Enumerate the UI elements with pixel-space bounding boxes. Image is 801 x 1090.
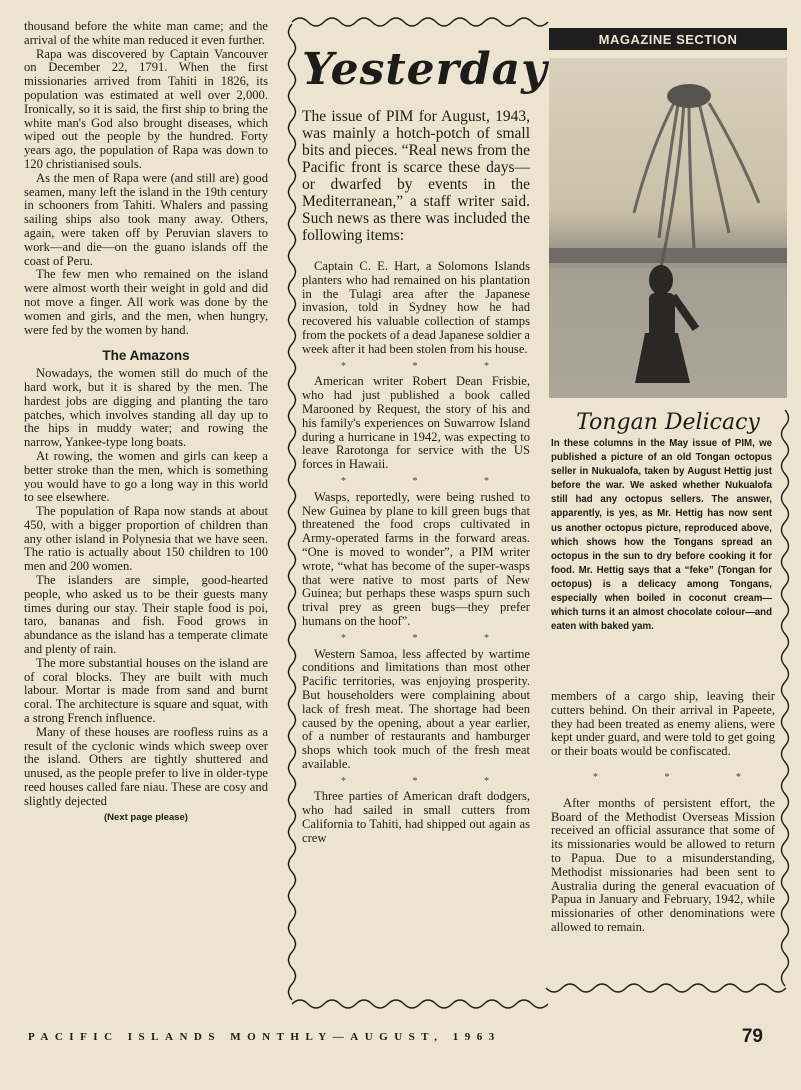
section-subhead: The Amazons (102, 348, 190, 364)
page-number: 79 (741, 1026, 763, 1047)
article-paragraph: As the men of Rapa were (and still are) good seamen, many left the island in the 19th century in schooners from Tahiti. Whalers and passing sailing ships also took many away. Others, again, were taken off by Peruvian slavers to work—and die—on the guano islands off the coast of Peru. (24, 170, 268, 268)
article-paragraph: The more substantial houses on the island are of coral blocks. They are built with much labour. Mortar is made from sand and burnt coral. The architecture is square and squat, with a strong French influence. (24, 655, 268, 726)
yesterday-title: Yesterday (302, 44, 548, 95)
article-paragraph: Many of these houses are roofless ruins as a result of the cyclonic winds which sweep over the island. Others are tightly shuttered and unused, as the people prefer to live in older-type reed houses called fare niau. These are cosy and slightly dejected (24, 724, 268, 808)
article-paragraph: At rowing, the women and girls can keep a better stroke than the men, which is something you would have to go a long way in this world to see elsewhere. (24, 448, 268, 505)
star-separator: * * * (341, 775, 521, 787)
star-separator: * * * (341, 475, 521, 487)
right-article-column (551, 690, 775, 935)
magazine-section-banner: MAGAZINE SECTION (549, 28, 787, 50)
article-paragraph: members of a cargo ship, leaving their cutters behind. On their arrival in Papeete, they had been treated as enemy aliens, were kept under guard, and were told to get going or their boats would be confiscated. (551, 689, 775, 759)
lead-paragraph: The issue of PIM for August, 1943, was mainly a hotch-potch of small bits and pieces. “Real news from the Pacific front is scarce these days—or dwarfed by events in the Mediterranean,” a staff writer said. Such news as there was included the following items: (302, 108, 530, 244)
star-separator: * * * (341, 632, 521, 644)
yesterday-item: Wasps, reportedly, were being rushed to New Guinea by plane to kill green bugs that threatened the food crops cultivated in Army-operated farms in the forward areas. “One is moved to wonder”, a PIM writer wrote, “what has become of the super-wasps that were native to most parts of New Guinea; but perhaps these wasps spurn such trival prey as green bugs—they prefer humans on the hoof”. (302, 489, 530, 628)
yesterday-item: American writer Robert Dean Frisbie, who had just published a book called Marooned by Request, the story of his and his family's experiences on Suwarrow Island during a hurricane in 1942, was expecting to leave Rarotonga for service with the US forces in Hawaii. (302, 374, 530, 472)
article-paragraph: After months of persistent effort, the Board of the Methodist Overseas Mission received an official assurance that some of its missionaries would be allowed to return to Papua. Due to a misunderstanding, Methodist missionaries had been sent to Australia during the general evacuation of Papua in January and February, 1942, while missionaries of other denominations were allowed to remain. (551, 795, 775, 934)
caption-title: Tongan Delicacy (576, 410, 760, 435)
left-article-column (24, 20, 268, 824)
page-footer (28, 1024, 763, 1050)
yesterday-item: Three parties of American draft dodgers, who had sailed in small cutters from California to Tahiti, had shipped out again as crew (302, 789, 530, 845)
article-paragraph: The population of Rapa now stands at about 450, with a bigger proportion of children than any other island in Polynesia that we have seen. The ratio is actually about 150 children to 100 men and 200 women. (24, 504, 268, 574)
octopus-seller-photo (549, 58, 787, 398)
photo-caption: In these columns in the May issue of PIM, we published a picture of an old Tongan octopus seller in Nukualofa, taken by August Hettig just before the war. We asked whether Nukualofa still had any octopus sellers. The answer, apparently, is yes, as Mr. Hettig has now sent us another octopus picture, reproduced above, which shows how the Tongans spread an octopus in the sun to dry before cooking it for food. Mr. Hettig says that a “feke” (Tongan for octopus) is a delicacy among Tongans, especially when boiled in coconut cream—which turns it an almost chocolate colour—and eaten with baked yam. (551, 438, 772, 633)
star-separator: * * * (341, 360, 521, 372)
continued-note: (Next page please) (104, 811, 188, 823)
yesterday-items (302, 260, 530, 846)
article-paragraph: The few men who remained on the island were almost worth their weight in gold and did not move a finger. All work was done by the women and girls, and the men, when hungry, were fed by the women by hand. (24, 267, 268, 337)
footer-publication: PACIFIC ISLANDS MONTHLY—AUGUST, 1963 (28, 1031, 501, 1043)
yesterday-item: Western Samoa, less affected by wartime conditions and limitations than most other Pacific territories, was enjoying prosperity. But householders were complaining about lack of fresh meat. The shortage had been caused by the opening, about a year earlier, of a number of restaurants and hamburger shops which took much of the fresh meat available. (302, 646, 530, 771)
star-separator: * * * (593, 771, 773, 783)
yesterday-column (302, 42, 548, 846)
article-paragraph: thousand before the white man came; and the arrival of the white man reduced it even further. (24, 19, 268, 47)
article-paragraph: Nowadays, the women still do much of the hard work, but it is shared by the men. The hardest jobs are digging and planting the taro patches, which involves standing all day up to the hips in muddy water; and rowing the narrow, Yankee-type long boats. (24, 366, 268, 450)
article-paragraph: The islanders are simple, good-hearted people, who asked us to be their guests many times during our stay. Their staple food is poi, taro, bananas and fish. Food grows in abundance as the island has a temperate climate and plenty of rain. (24, 573, 268, 657)
yesterday-lead (302, 108, 530, 244)
article-paragraph: Rapa was discovered by Captain Vancouver on December 22, 1791. When the first missionaries arrived from Tahiti in 1826, its population was estimated at well over 2,000. Ironically, so it is said, the first ship to bring the white man's God also brought diseases, which wiped out the people by the hundred. Forty years ago, the population of Rapa was down to 120 christianised souls. (24, 46, 268, 171)
yesterday-item: Captain C. E. Hart, a Solomons Islands planters who had remained on his plantation in the Tulagi area after the Japanese invasion, told in Sydney how he had recovered his valuable collection of stamps from the pockets of a dead Japanese soldier a week after it had been stolen from his house. (302, 259, 530, 356)
